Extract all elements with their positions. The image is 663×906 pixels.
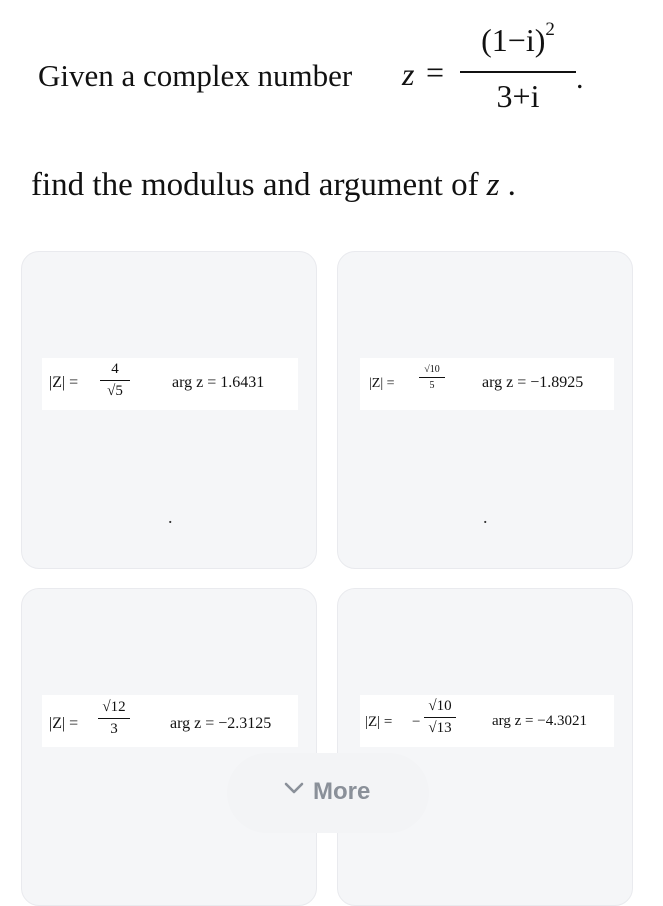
modulus-denominator: 5 xyxy=(429,380,435,391)
option-formula xyxy=(360,358,614,410)
modulus-numerator: √10 xyxy=(424,364,440,375)
option-formula xyxy=(360,695,614,747)
option-dot: . xyxy=(483,507,488,527)
modulus-denominator: √5 xyxy=(107,383,123,399)
more-button[interactable] xyxy=(227,753,429,833)
argument-value: arg z = −1.8925 xyxy=(482,374,584,391)
answer-option-3[interactable] xyxy=(21,588,317,906)
question-line-1 xyxy=(38,19,638,132)
option-formula xyxy=(42,695,298,747)
numerator-base: (1−i) xyxy=(481,22,546,58)
modulus-label: |Z| = xyxy=(49,715,79,732)
modulus-numerator: √12 xyxy=(102,699,126,715)
modulus-fraction-bar xyxy=(424,717,456,718)
fraction-bar xyxy=(460,71,576,73)
question-prompt: find the modulus and argument of xyxy=(31,167,479,203)
answer-option-4[interactable] xyxy=(337,588,633,906)
modulus-fraction-bar xyxy=(100,380,130,381)
modulus-negative-sign: − xyxy=(412,714,421,730)
modulus-fraction xyxy=(419,364,445,391)
numerator-exponent: 2 xyxy=(545,19,555,41)
answer-option-1[interactable] xyxy=(21,251,317,569)
modulus-label: |Z| = xyxy=(49,374,79,391)
question-intro: Given a complex number xyxy=(38,58,353,93)
modulus-denominator: 3 xyxy=(110,721,118,737)
question-period: . xyxy=(576,62,584,95)
fraction-numerator xyxy=(460,19,576,59)
modulus-fraction-bar xyxy=(98,718,130,719)
option-dot: . xyxy=(168,507,173,527)
variable-z: z xyxy=(402,56,415,92)
modulus-fraction xyxy=(424,698,456,737)
modulus-label: |Z| = xyxy=(365,714,393,730)
modulus-denominator: √13 xyxy=(428,720,452,736)
equals-sign: = xyxy=(426,54,445,90)
fraction-denominator: 3+i xyxy=(496,78,540,114)
argument-value: arg z = 1.6431 xyxy=(172,374,265,391)
question-fraction xyxy=(460,19,576,122)
chevron-down-icon xyxy=(283,781,305,795)
question-line-2 xyxy=(31,167,516,204)
modulus-fraction xyxy=(100,361,130,400)
argument-value: arg z = −2.3125 xyxy=(170,715,272,732)
question-end-period: . xyxy=(507,167,516,203)
modulus-numerator: √10 xyxy=(428,698,452,714)
more-label: More xyxy=(313,778,371,805)
answer-option-2[interactable] xyxy=(337,251,633,569)
modulus-fraction xyxy=(98,699,130,738)
argument-value: arg z = −4.3021 xyxy=(492,713,587,729)
modulus-label: |Z| = xyxy=(369,376,395,391)
modulus-fraction-bar xyxy=(419,377,445,378)
modulus-numerator: 4 xyxy=(111,361,119,377)
variable-z-2: z xyxy=(486,167,500,203)
option-formula xyxy=(42,358,298,410)
